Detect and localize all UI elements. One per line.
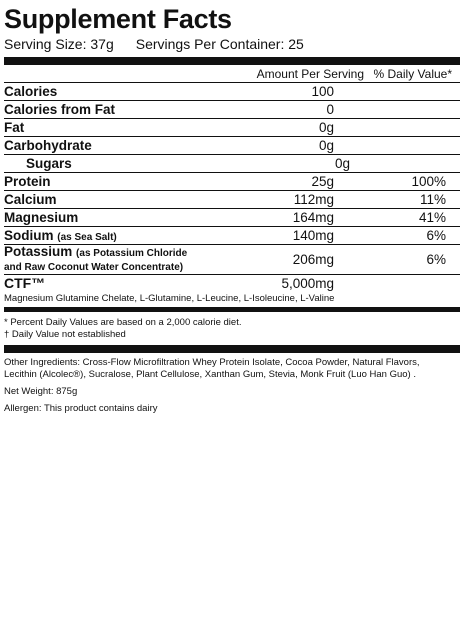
nutrient-name-main: Sodium [4, 228, 54, 243]
nutrient-dv: 6% [426, 228, 446, 243]
nutrient-name [4, 243, 236, 274]
servings-per-container: Servings Per Container: 25 [135, 36, 304, 52]
nutrient-amount: 5,000mg [281, 276, 334, 291]
nutrient-row [4, 173, 460, 191]
nutrient-row [4, 101, 460, 119]
nutrient-row [4, 209, 460, 227]
footnote: † Daily Value not established [4, 329, 126, 340]
nutrient-name: Calcium [4, 192, 57, 207]
nutrient-dv: 11% [419, 192, 446, 207]
nutrient-amount: 100 [311, 84, 334, 99]
nutrient-source: (as Potassium Chloride [76, 247, 188, 259]
ctf-description: Magnesium Glutamine Chelate, L-Glutamine, L-Leucine, L-Isoleucine, L-Valine [4, 293, 335, 304]
nutrient-row [4, 191, 460, 209]
panel-title: Supplement Facts [4, 4, 232, 34]
allergen-statement: Allergen: This product contains dairy [4, 403, 158, 414]
nutrient-row [4, 119, 460, 137]
serving-size: Serving Size: 37g [4, 36, 114, 52]
nutrient-amount: 0g [318, 120, 334, 135]
nutrient-name [4, 275, 236, 291]
nutrient-name: Calories [4, 84, 58, 99]
nutrient-row [4, 227, 460, 245]
footnotes [4, 312, 460, 341]
nutrient-name-main: CTF™ [4, 275, 46, 291]
nutrient-name [4, 228, 236, 243]
nutrient-amount: 112mg [293, 192, 334, 207]
nutrient-amount: 0 [326, 102, 334, 117]
nutrient-name: Carbohydrate [4, 138, 92, 153]
other-ingredients-line: Lecithin (Alcolec®), Sucralose, Plant Cellulose, Xanthan Gum, Stevia, Monk Fruit (Luo Han Guo) . [4, 369, 416, 380]
nutrient-dv: 6% [426, 252, 446, 267]
nutrient-row [4, 245, 460, 275]
serving-info [4, 36, 460, 53]
nutrient-amount: 206mg [292, 252, 334, 267]
amount-header: Amount Per Serving [256, 66, 364, 81]
nutrient-amount: 25g [311, 174, 334, 189]
thick-divider [4, 57, 460, 65]
nutrient-dv: 100% [411, 174, 446, 189]
footnote: * Percent Daily Values are based on a 2,000 calorie diet. [4, 317, 242, 328]
net-weight: Net Weight: 875g [4, 386, 78, 397]
additional-info [4, 353, 460, 415]
other-ingredients-line: Other Ingredients: Cross-Flow Microfiltration Whey Protein Isolate, Cocoa Powder, Natural Flavors, [4, 357, 420, 368]
nutrient-row [4, 155, 460, 173]
nutrient-amount: 164mg [292, 210, 334, 225]
nutrient-amount: 0g [318, 138, 334, 153]
nutrient-source-cont: and Raw Coconut Water Concentrate) [4, 261, 184, 273]
nutrient-dv: 41% [418, 210, 446, 225]
daily-value-header: % Daily Value* [373, 66, 452, 81]
other-ingredients [4, 357, 460, 381]
nutrient-amount: 140mg [292, 228, 334, 243]
column-header [4, 65, 460, 83]
nutrient-name-main: Potassium [4, 243, 73, 259]
supplement-facts-panel [4, 6, 460, 420]
nutrient-amount: 0g [334, 156, 351, 171]
nutrient-row [4, 83, 460, 101]
nutrient-source: (as Sea Salt) [57, 232, 117, 243]
nutrient-name: Magnesium [4, 210, 79, 225]
nutrient-name: Calories from Fat [4, 102, 116, 117]
nutrient-name: Protein [4, 174, 51, 189]
nutrient-name: Sugars [26, 156, 72, 171]
nutrient-name: Fat [4, 120, 25, 135]
nutrient-row [4, 137, 460, 155]
thick-divider [4, 345, 460, 353]
